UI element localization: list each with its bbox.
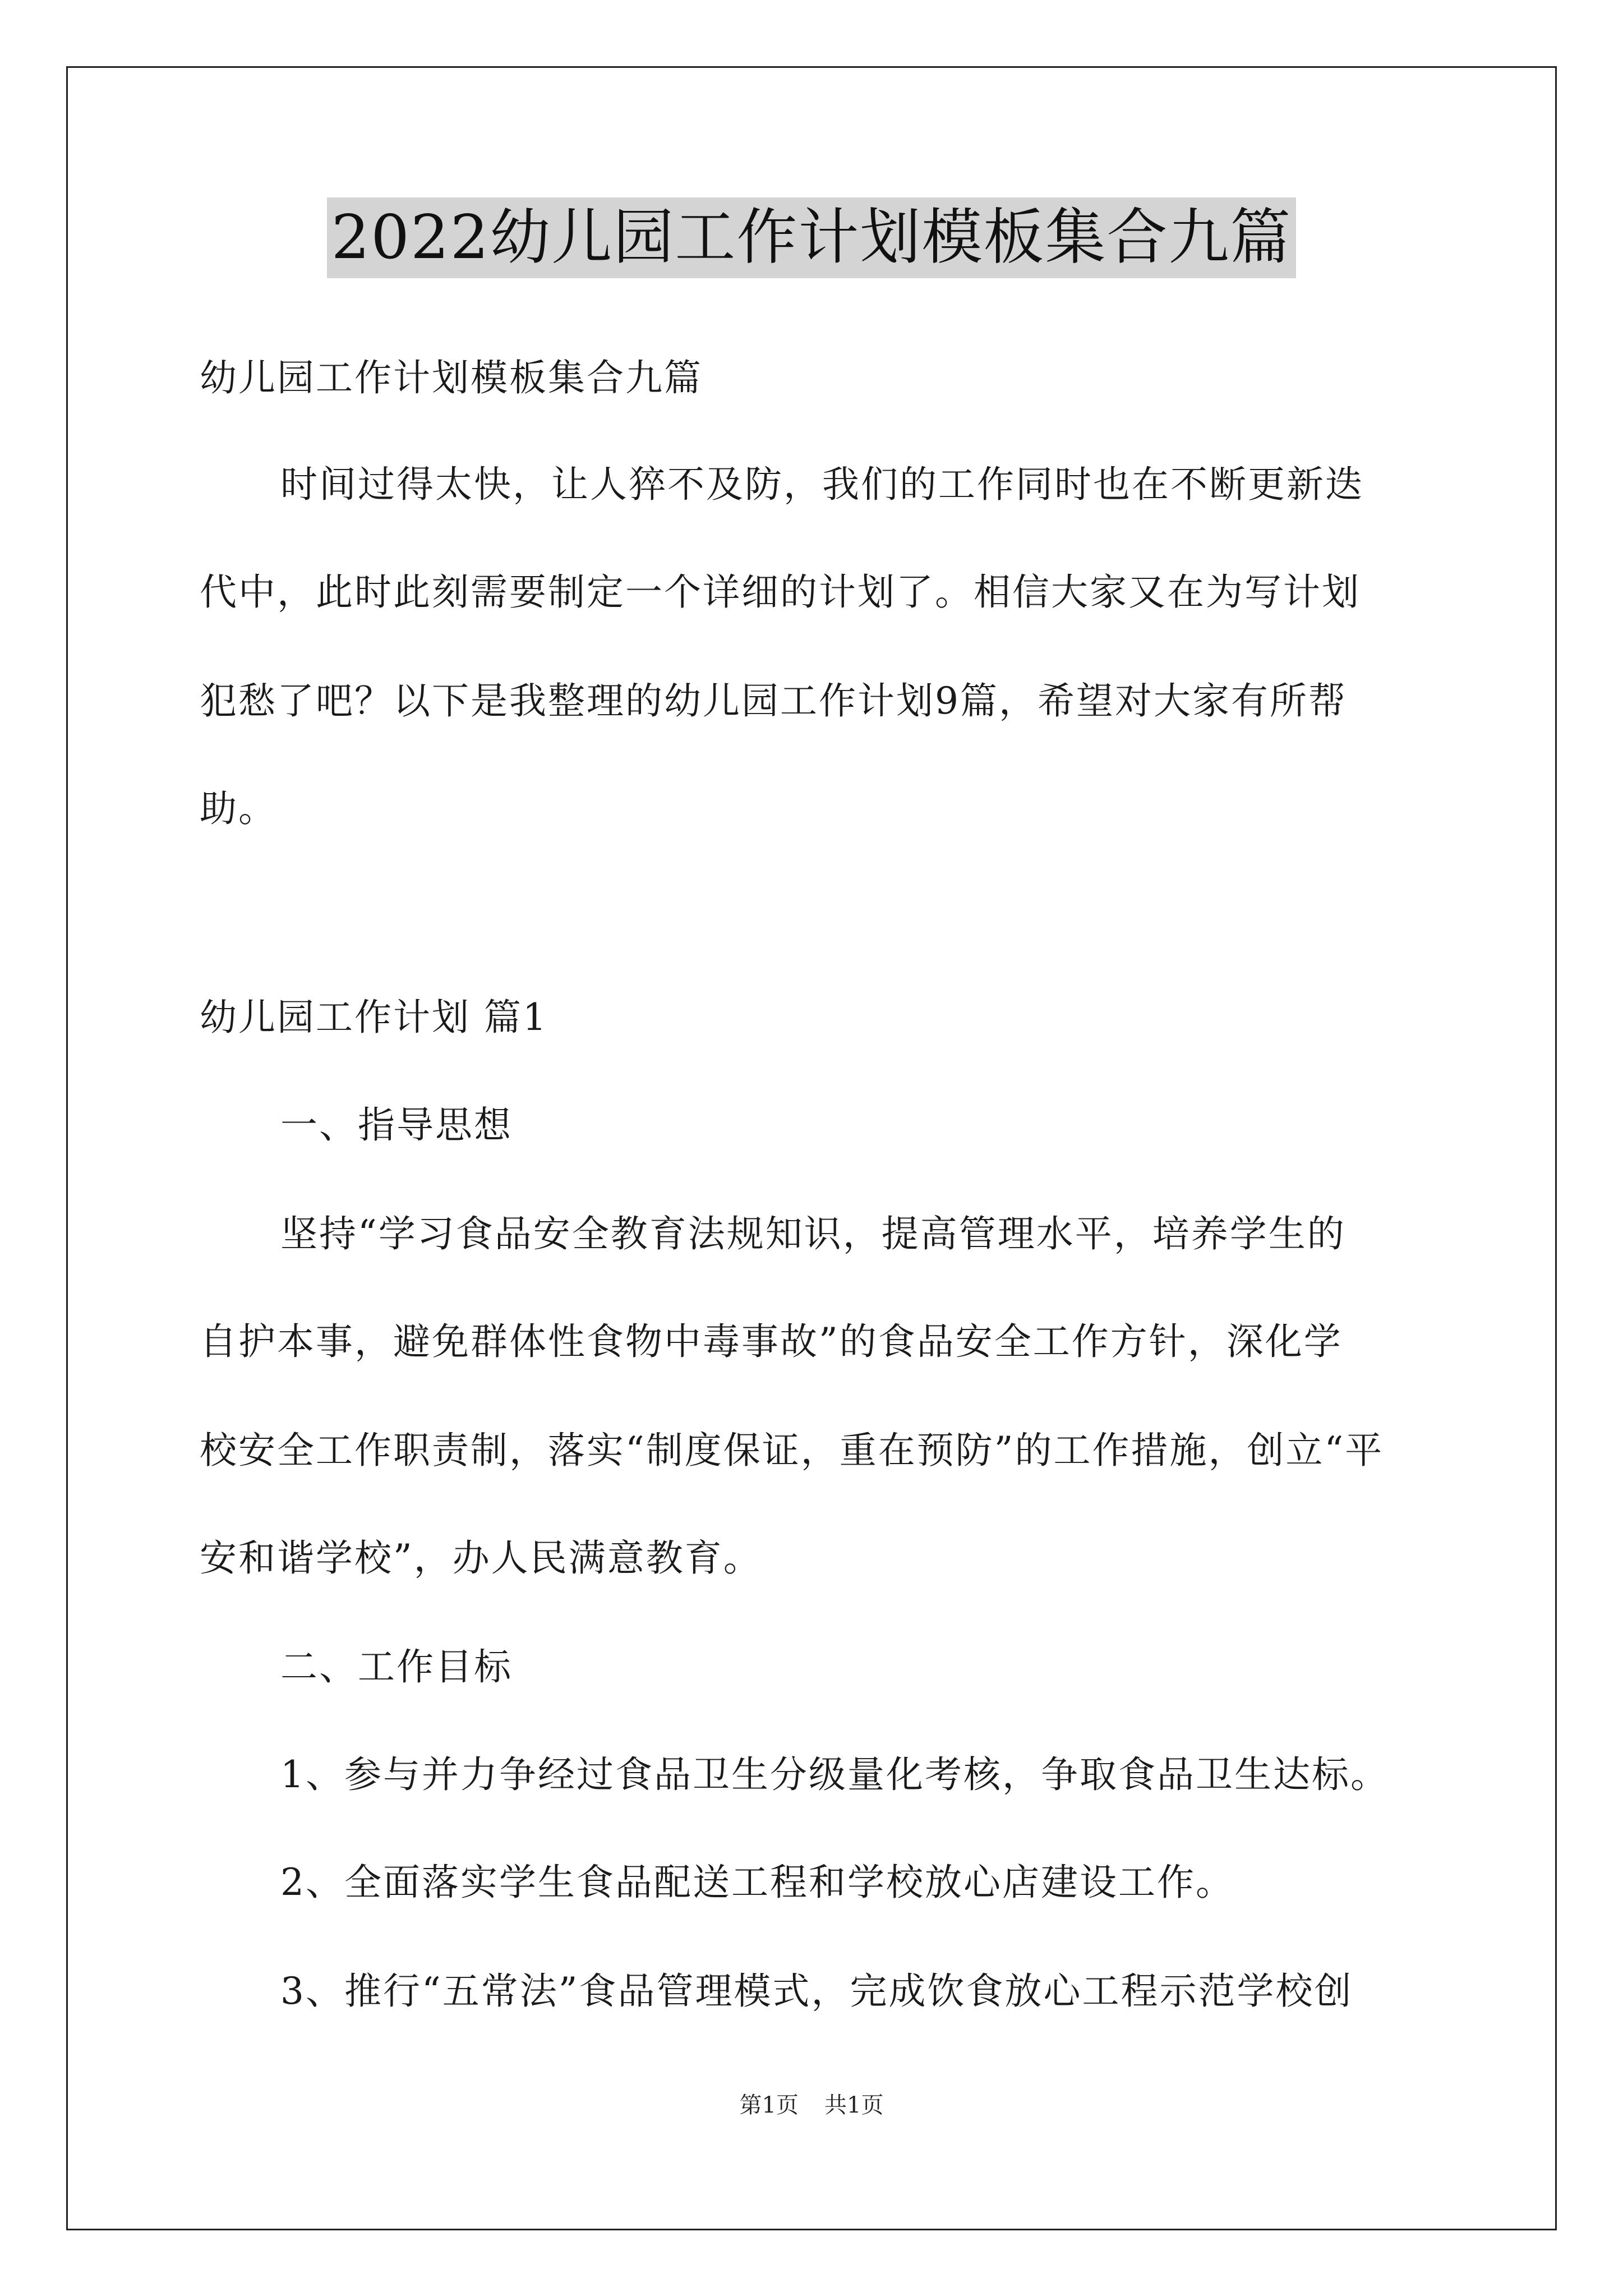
- document-title: 2022幼儿园工作计划模板集合九篇: [327, 197, 1297, 278]
- paragraph-line: 犯愁了吧？以下是我整理的幼儿园工作计划9篇，希望对大家有所帮: [200, 679, 1347, 723]
- document-subtitle: 幼儿园工作计划模板集合九篇: [200, 356, 703, 399]
- page-footer: [0, 2091, 1623, 2119]
- page-total: 共1页: [824, 2092, 884, 2118]
- paragraph-line: 自护本事，避免群体性食物中毒事故”的食品安全工作方针，深化学: [200, 1320, 1343, 1363]
- section-heading: 幼儿园工作计划 篇1: [200, 996, 548, 1039]
- paragraph-line: 安和谐学校”，办人民满意教育。: [200, 1536, 762, 1580]
- subsection-heading: 一、指导思想: [280, 1103, 513, 1147]
- list-item: 3、推行“五常法”食品管理模式，完成饮食放心工程示范学校创: [280, 1970, 1353, 2013]
- paragraph-line: 助。: [200, 787, 277, 830]
- paragraph-line: 代中，此时此刻需要制定一个详细的计划了。相信大家又在为写计划: [200, 570, 1361, 614]
- paragraph-line: 时间过得太快，让人猝不及防，我们的工作同时也在不断更新迭: [280, 463, 1364, 506]
- page-number: 第1页: [739, 2092, 799, 2118]
- list-item: 2、全面落实学生食品配送工程和学校放心店建设工作。: [280, 1861, 1234, 1904]
- paragraph-line: 校安全工作职责制，落实“制度保证，重在预防”的工作措施，创立“平: [200, 1429, 1384, 1472]
- subsection-heading: 二、工作目标: [280, 1645, 513, 1688]
- title-container: [0, 197, 1623, 278]
- paragraph-line: 坚持“学习食品安全教育法规知识，提高管理水平，培养学生的: [280, 1212, 1346, 1255]
- list-item: 1、参与并力争经过食品卫生分级量化考核，争取食品卫生达标。: [280, 1753, 1389, 1796]
